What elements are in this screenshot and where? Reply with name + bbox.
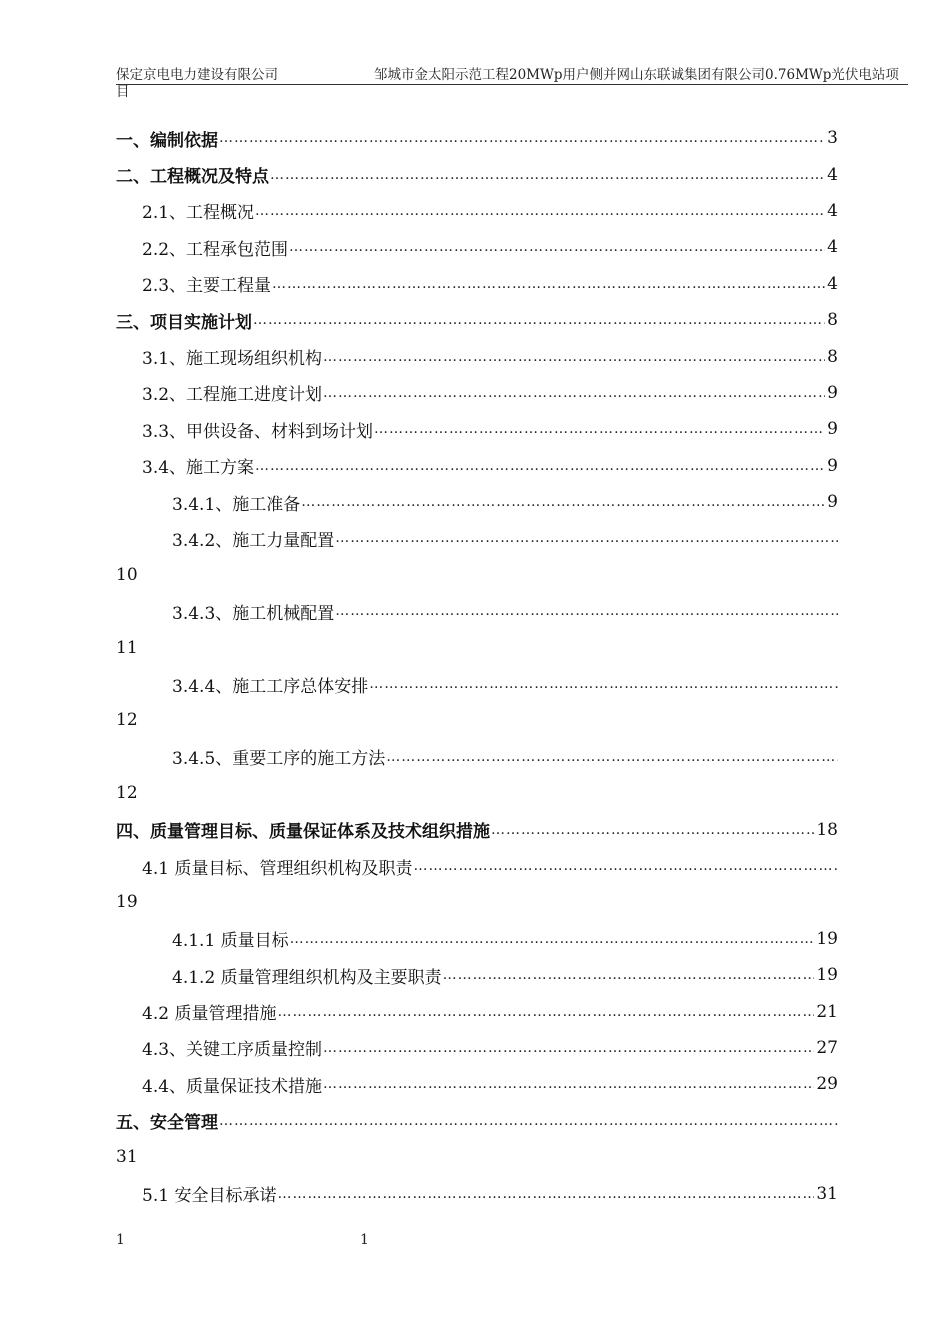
toc-entry[interactable] <box>116 302 838 338</box>
toc-leader-dots <box>374 421 825 437</box>
toc-entry-label: 4.1.1 质量目标 <box>172 931 289 952</box>
toc-entry-page-wrapped[interactable]: 11 <box>116 637 138 658</box>
toc-entry[interactable] <box>116 156 838 192</box>
toc-entry-label: 3.1、施工现场组织机构 <box>142 349 323 370</box>
toc-entry[interactable] <box>116 1030 838 1066</box>
toc-entry-label: 四、质量管理目标、质量保证体系及技术组织措施 <box>116 822 490 843</box>
toc-leader-dots <box>323 385 825 401</box>
header-project-title: 邹城市金太阳示范工程20MWp用户侧并网山东联诚集团有限公司0.76MWp光伏电站项 <box>374 67 899 83</box>
toc-leader-dots <box>219 130 825 146</box>
toc-entry[interactable] <box>116 1103 838 1139</box>
toc-entry-page: 8 <box>827 346 838 367</box>
toc-entry-label: 3.3、甲供设备、材料到场计划 <box>142 421 374 442</box>
toc-entry-label: 五、安全管理 <box>116 1113 218 1134</box>
toc-leader-dots <box>255 458 825 474</box>
toc-leader-dots <box>413 858 838 874</box>
toc-entry-label: 3.4.3、施工机械配置 <box>172 603 335 624</box>
toc-entry[interactable] <box>116 411 838 447</box>
toc-entry-label: 二、工程概况及特点 <box>116 167 269 188</box>
toc-entry-page: 4 <box>827 237 838 258</box>
toc-leader-dots <box>369 676 838 692</box>
toc-leader-dots <box>443 967 815 983</box>
toc-entry[interactable] <box>116 193 838 229</box>
toc-entry-label: 3.2、工程施工进度计划 <box>142 385 323 406</box>
toc-entry[interactable] <box>116 1175 838 1211</box>
toc-entry[interactable] <box>116 921 838 957</box>
toc-entry[interactable] <box>116 739 838 775</box>
toc-entry-page-wrapped[interactable]: 19 <box>116 892 138 913</box>
toc-leader-dots <box>270 167 825 183</box>
toc-entry-page: 29 <box>816 1074 838 1095</box>
toc-entry[interactable] <box>116 338 838 374</box>
header-project-title-wrap: 目 <box>116 84 130 100</box>
footer-page-number-left: 1 <box>116 1232 125 1248</box>
toc-entry[interactable] <box>116 266 838 302</box>
toc-entry-page: 19 <box>816 965 838 986</box>
header-rule <box>116 84 908 85</box>
toc-entry-label: 2.2、工程承包范围 <box>142 239 289 260</box>
toc-entry-label: 3.4、施工方案 <box>142 458 255 479</box>
toc-entry-label: 4.2 质量管理措施 <box>142 1004 277 1025</box>
toc-entry-page: 19 <box>816 928 838 949</box>
toc-leader-dots <box>277 1004 814 1020</box>
toc-entry[interactable] <box>116 666 838 702</box>
toc-leader-dots <box>491 822 814 838</box>
toc-entry-label: 4.1 质量目标、管理组织机构及职责 <box>142 858 413 879</box>
toc-entry[interactable] <box>116 957 838 993</box>
toc-entry-page: 21 <box>816 1001 838 1022</box>
toc-leader-dots <box>386 749 838 765</box>
toc-entry-page: 4 <box>827 164 838 185</box>
toc-leader-dots <box>277 1186 814 1202</box>
toc-entry-label: 2.1、工程概况 <box>142 203 255 224</box>
toc-entry[interactable] <box>116 993 838 1029</box>
toc-leader-dots <box>323 1076 814 1092</box>
toc-entry-page: 3 <box>827 128 838 149</box>
toc-entry-page: 4 <box>827 273 838 294</box>
toc-leader-dots <box>335 603 838 619</box>
toc-leader-dots <box>255 203 825 219</box>
toc-entry[interactable] <box>116 484 838 520</box>
toc-entry-page-wrapped[interactable]: 12 <box>116 710 138 731</box>
toc-leader-dots <box>323 349 825 365</box>
toc-entry-page: 4 <box>827 200 838 221</box>
footer-page-number-center: 1 <box>360 1232 369 1248</box>
toc-leader-dots <box>290 931 815 947</box>
toc-entry-label: 4.1.2 质量管理组织机构及主要职责 <box>172 967 442 988</box>
toc-entry[interactable] <box>116 593 838 629</box>
toc-leader-dots <box>335 530 838 546</box>
toc-entry-page: 18 <box>816 819 838 840</box>
toc-entry[interactable] <box>116 448 838 484</box>
toc-entry-page-wrapped[interactable]: 31 <box>116 1147 138 1168</box>
toc-entry-label: 3.4.4、施工工序总体安排 <box>172 676 369 697</box>
toc-entry-page-wrapped[interactable]: 10 <box>116 564 138 585</box>
toc-entry-label: 3.4.2、施工力量配置 <box>172 530 335 551</box>
toc-entry-page: 9 <box>827 382 838 403</box>
toc-entry[interactable] <box>116 520 838 556</box>
toc-leader-dots <box>272 276 825 292</box>
toc-entry-page: 8 <box>827 310 838 331</box>
header-company: 保定京电电力建设有限公司 <box>116 67 278 83</box>
toc-entry-page: 27 <box>816 1037 838 1058</box>
toc-entry-label: 4.3、关键工序质量控制 <box>142 1040 323 1061</box>
toc-entry-page-wrapped[interactable]: 12 <box>116 783 138 804</box>
toc-entry-label: 5.1 安全目标承诺 <box>142 1186 277 1207</box>
toc-entry[interactable] <box>116 1066 838 1102</box>
table-of-contents <box>116 120 838 1212</box>
toc-entry[interactable] <box>116 848 838 884</box>
toc-entry-page: 9 <box>827 455 838 476</box>
toc-entry-page: 9 <box>827 419 838 440</box>
toc-leader-dots <box>289 239 825 255</box>
toc-entry[interactable] <box>116 120 838 156</box>
toc-entry[interactable] <box>116 375 838 411</box>
toc-leader-dots <box>301 494 825 510</box>
toc-entry-label: 3.4.5、重要工序的施工方法 <box>172 749 386 770</box>
toc-entry-page: 31 <box>816 1183 838 1204</box>
toc-leader-dots <box>253 312 825 328</box>
toc-leader-dots <box>323 1040 814 1056</box>
toc-entry[interactable] <box>116 811 838 847</box>
toc-entry-label: 3.4.1、施工准备 <box>172 494 301 515</box>
toc-entry[interactable] <box>116 229 838 265</box>
toc-entry-page: 9 <box>827 492 838 513</box>
toc-entry-label: 4.4、质量保证技术措施 <box>142 1076 323 1097</box>
toc-entry-label: 一、编制依据 <box>116 130 218 151</box>
toc-entry-label: 2.3、主要工程量 <box>142 276 272 297</box>
toc-leader-dots <box>219 1113 838 1129</box>
toc-entry-label: 三、项目实施计划 <box>116 312 252 333</box>
